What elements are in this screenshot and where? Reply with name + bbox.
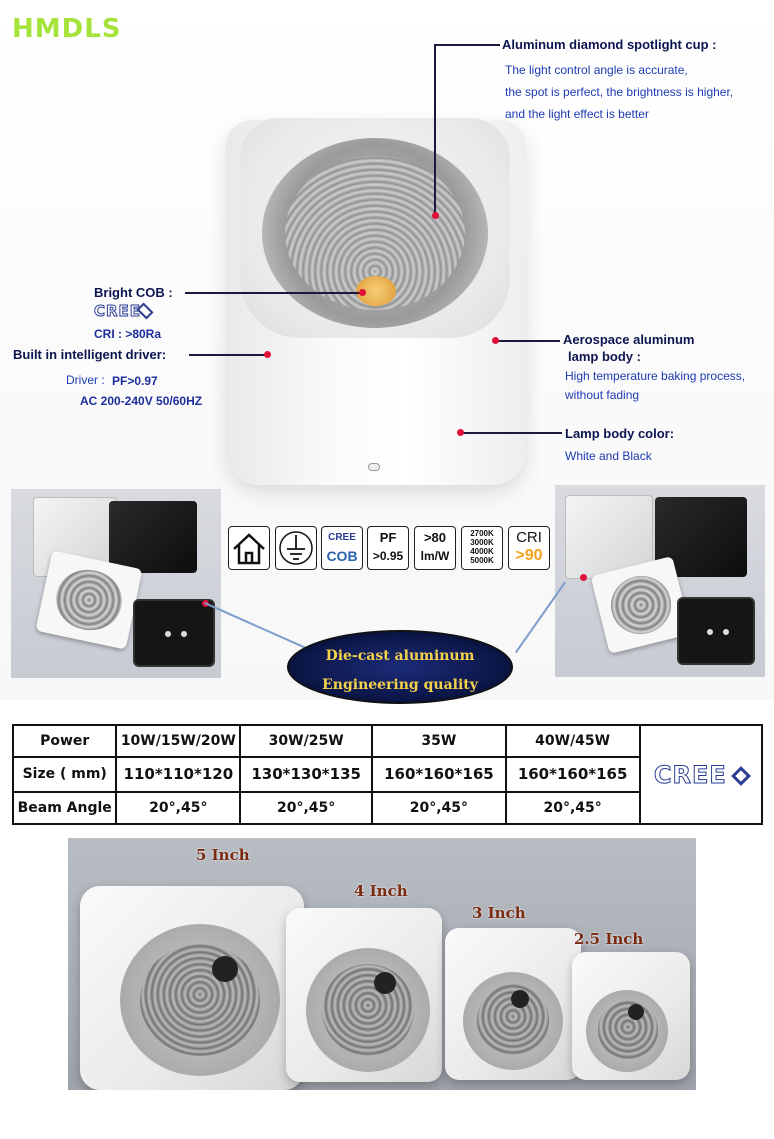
ground-protection-icon: [275, 526, 317, 570]
spec-table: [12, 724, 763, 825]
size-label-2-5-inch: 2.5 Inch: [574, 930, 644, 948]
spotlight-cup-line-2: the spot is perfect, the brightness is higher,: [505, 85, 734, 99]
driver-pf: PF>0.97: [112, 374, 158, 388]
cri-value: >90: [515, 547, 543, 564]
size-label-4-inch: 4 Inch: [354, 882, 408, 900]
marker-dot-spotlight: [432, 212, 439, 219]
spotlight-cup-line-1: The light control angle is accurate,: [505, 63, 688, 77]
indoor-use-icon: [228, 526, 270, 570]
size-cell: 160*160*165: [506, 757, 640, 792]
callout-line-spotlight-vertical: [434, 44, 436, 216]
spotlight-cup-line-3: and the light effect is better: [505, 107, 649, 121]
callout-line-lamp-body: [497, 340, 560, 342]
callout-line-spotlight-horizontal: [434, 44, 500, 46]
efficacy-icon: [414, 526, 456, 570]
body-color-value: White and Black: [565, 449, 652, 463]
left-parts-photo: [11, 489, 221, 678]
efficacy-value: >80: [423, 530, 447, 545]
size-cell: 160*160*165: [372, 757, 506, 792]
table-row: [13, 725, 762, 757]
callout-line-driver: [189, 354, 265, 356]
cube-2-5-inch: [572, 952, 690, 1080]
marker-dot-cob: [359, 289, 366, 296]
lamp-screw: [368, 463, 380, 471]
beam-angle-cell: 20°,45°: [240, 792, 372, 824]
pf-label: PF: [379, 530, 397, 545]
spotlight-cup-title: Aluminum diamond spotlight cup :: [502, 37, 717, 52]
driver-voltage: AC 200-240V 50/60HZ: [80, 394, 203, 408]
brand-logo: HMDLS: [12, 14, 122, 44]
cree-logo-cell: [640, 725, 763, 824]
cree-logo-small: CREE: [94, 302, 142, 320]
size-label-3-inch: 3 Inch: [472, 904, 526, 922]
marker-dot-lamp-body: [492, 337, 499, 344]
driver-label: Driver :: [66, 373, 105, 387]
efficacy-unit: lm/W: [420, 549, 450, 563]
lamp-body-title-1: Aerospace aluminum: [563, 332, 695, 347]
beam-angle-cell: 20°,45°: [372, 792, 506, 824]
quality-line-1: Die-cast aluminum: [325, 648, 475, 664]
kelvin-5000: 5000K: [470, 556, 494, 565]
cri-label: CRI: [516, 529, 542, 546]
lamp-body-title-2: lamp body :: [568, 349, 641, 364]
power-cell: 10W/15W/20W: [116, 725, 240, 757]
cree-logo-table: CREE: [653, 760, 727, 789]
lamp-body-line-2: without fading: [565, 388, 640, 402]
black-mount-plate-right: [677, 597, 755, 665]
size-label-5-inch: 5 Inch: [196, 846, 250, 864]
right-parts-photo: [555, 485, 765, 677]
quality-line-2: Engineering quality: [322, 677, 478, 693]
power-cell: 30W/25W: [240, 725, 372, 757]
cob-label: COB: [326, 548, 358, 564]
bright-cob-title: Bright COB :: [94, 285, 173, 300]
power-cell: 40W/45W: [506, 725, 640, 757]
beam-angle-cell: 20°,45°: [116, 792, 240, 824]
callout-line-body-color: [462, 432, 562, 434]
lamp-body-line-1: High temperature baking process,: [565, 369, 746, 383]
power-cell: 35W: [372, 725, 506, 757]
size-cell: 110*110*120: [116, 757, 240, 792]
pf-icon: [367, 526, 409, 570]
driver-title: Built in intelligent driver:: [13, 347, 167, 362]
cube-4-inch: [286, 908, 442, 1082]
cube-3-inch: [445, 928, 581, 1080]
bright-cob-cri: CRI : >80Ra: [94, 327, 162, 341]
kelvin-2700: 2700K: [470, 529, 494, 538]
black-mount-plate: [133, 599, 215, 667]
row-label-size: Size ( mm): [13, 757, 116, 792]
cree-cob-brand: CREE: [328, 532, 356, 543]
cree-chevron-icon: [731, 766, 751, 786]
row-label-beam-angle: Beam Angle: [13, 792, 116, 824]
white-cup-module: [35, 550, 142, 649]
pf-value: >0.95: [372, 549, 404, 563]
cube-5-inch: [80, 886, 304, 1090]
size-cell: 130*130*135: [240, 757, 372, 792]
cree-cob-icon: [321, 526, 363, 570]
kelvin-3000: 3000K: [470, 538, 494, 547]
marker-dot-body-color: [457, 429, 464, 436]
row-label-power: Power: [13, 725, 116, 757]
callout-line-cob: [185, 292, 361, 294]
beam-angle-cell: 20°,45°: [506, 792, 640, 824]
black-housing: [109, 501, 197, 573]
kelvin-4000: 4000K: [470, 547, 494, 556]
color-temperature-icon: [461, 526, 503, 570]
cri-icon: [508, 526, 550, 570]
marker-dot-driver: [264, 351, 271, 358]
size-comparison-photo: [68, 838, 696, 1090]
marker-dot-right-cup: [580, 574, 587, 581]
body-color-title: Lamp body color:: [565, 426, 675, 441]
